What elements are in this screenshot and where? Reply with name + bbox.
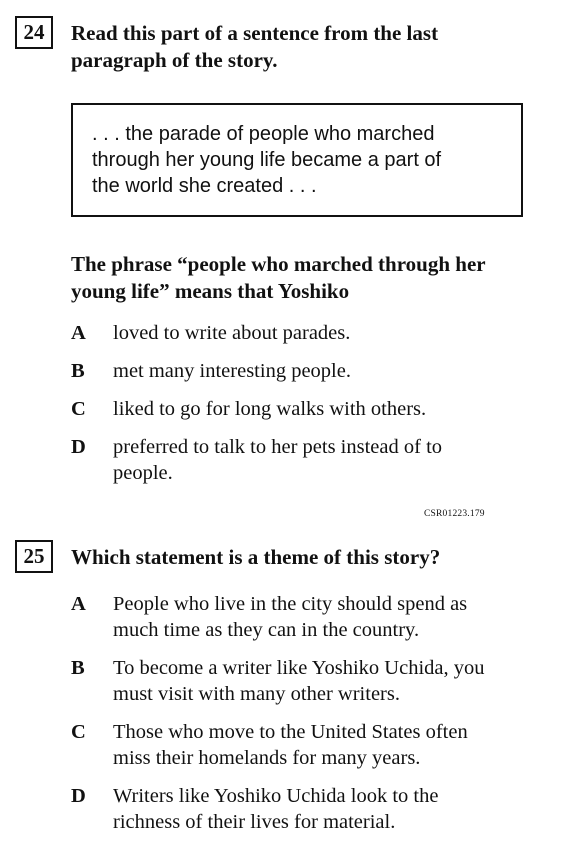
option-text: Writers like Yoshiko Uchida look to the bbox=[113, 785, 439, 807]
option-letter: B bbox=[71, 360, 85, 382]
prompt-line: The phrase “people who marched through her bbox=[71, 252, 486, 276]
answer-option-24-d[interactable] bbox=[71, 434, 531, 486]
stem-line: Read this part of a sentence from the last bbox=[71, 21, 439, 45]
stem-line: paragraph of the story. bbox=[71, 48, 278, 72]
option-text-continued: much time as they can in the country. bbox=[113, 619, 420, 641]
excerpt-box bbox=[71, 103, 523, 217]
option-letter: C bbox=[71, 398, 86, 420]
option-letter: B bbox=[71, 657, 85, 679]
option-text: preferred to talk to her pets instead of to bbox=[113, 436, 443, 458]
question-stem-24 bbox=[71, 20, 531, 74]
option-letter: A bbox=[71, 322, 86, 344]
option-letter: C bbox=[71, 721, 86, 743]
answer-option-25-b[interactable] bbox=[71, 655, 531, 707]
answer-option-25-c[interactable] bbox=[71, 719, 531, 771]
excerpt-line: the world she created . . . bbox=[92, 175, 317, 197]
option-text-continued: miss their homelands for many years. bbox=[113, 747, 421, 769]
option-text: met many interesting people. bbox=[113, 360, 351, 382]
excerpt-line: . . . the parade of people who marched bbox=[92, 123, 435, 145]
option-letter: D bbox=[71, 785, 86, 807]
excerpt-line: through her young life became a part of bbox=[92, 149, 442, 171]
option-text-continued: richness of their lives for material. bbox=[113, 811, 396, 833]
question-number-25: 25 bbox=[15, 540, 53, 573]
answer-option-24-b[interactable] bbox=[71, 358, 531, 384]
question-prompt-24 bbox=[71, 251, 531, 305]
stem-line: Which statement is a theme of this story? bbox=[71, 545, 441, 569]
option-text: To become a writer like Yoshiko Uchida, you bbox=[113, 657, 485, 679]
option-text: loved to write about parades. bbox=[113, 322, 351, 344]
answer-option-25-a[interactable] bbox=[71, 591, 531, 643]
answer-option-24-c[interactable] bbox=[71, 396, 531, 422]
answer-option-25-d[interactable] bbox=[71, 783, 531, 835]
option-text-continued: people. bbox=[113, 462, 173, 484]
option-letter: D bbox=[71, 436, 86, 458]
question-stem-25 bbox=[71, 544, 531, 571]
option-text: People who live in the city should spend as bbox=[113, 593, 468, 615]
option-text-continued: must visit with many other writers. bbox=[113, 683, 400, 705]
option-text: Those who move to the United States often bbox=[113, 721, 468, 743]
answer-option-24-a[interactable] bbox=[71, 320, 531, 346]
option-letter: A bbox=[71, 593, 86, 615]
prompt-line: young life” means that Yoshiko bbox=[71, 279, 350, 303]
question-number-24: 24 bbox=[15, 16, 53, 49]
item-code: CSR01223.179 bbox=[424, 509, 485, 519]
option-text: liked to go for long walks with others. bbox=[113, 398, 427, 420]
